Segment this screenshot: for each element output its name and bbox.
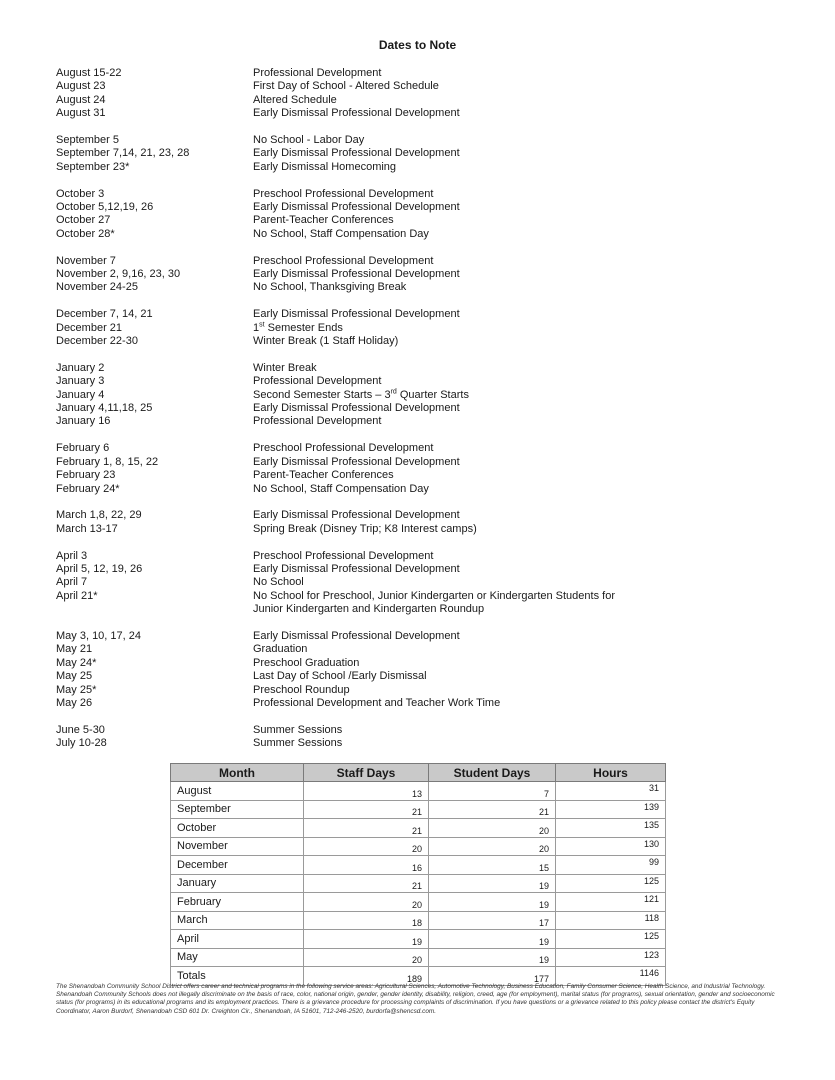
event-label: No School - Labor Day — [253, 134, 365, 147]
date-label: May 25* — [56, 683, 97, 696]
date-row — [56, 147, 796, 160]
date-row — [56, 456, 796, 469]
date-row — [56, 80, 796, 93]
date-label: January 16 — [56, 415, 111, 428]
date-label: April 21* — [56, 589, 98, 602]
date-label: April 5, 12, 19, 26 — [56, 562, 143, 575]
header-staff-days: Staff Days — [304, 764, 429, 782]
month-cell: April — [171, 930, 304, 949]
date-row — [56, 322, 796, 335]
date-row — [56, 228, 796, 241]
event-label: Early Dismissal Professional Development — [253, 147, 460, 160]
date-label: February 24* — [56, 482, 120, 495]
date-row — [56, 214, 796, 227]
date-group — [56, 188, 796, 242]
date-row — [56, 563, 796, 576]
date-label: November 7 — [56, 254, 116, 267]
event-label: Early Dismissal Professional Development — [253, 201, 460, 214]
student-days-cell: 17 — [429, 911, 556, 930]
date-group — [56, 134, 796, 174]
dates-list — [56, 67, 796, 764]
event-label: Winter Break — [253, 361, 317, 374]
event-label: Early Dismissal Homecoming — [253, 160, 397, 173]
date-label: September 7,14, 21, 23, 28 — [56, 147, 190, 160]
event-label: No School, Thanksgiving Break — [253, 281, 407, 294]
date-row — [56, 469, 796, 482]
event-label: Second Semester Starts – 3rd Quarter Starts — [253, 388, 469, 401]
event-label: Preschool Professional Development — [253, 549, 434, 562]
date-row — [56, 483, 796, 496]
nondiscrimination-footer: The Shenandoah Community School District offers career and technical programs in the following service areas: Agricultural Sciences, Automotive Technology, Business Education, Family Consumer Science, Health Science, and Industrial Technology. Shenandoah Community Schools does not illegally discriminate on the basis of race, color, national origin, gender, gender identity, disability, religion, creed, age (for employment), marital status (for programs), sexual orientation, gender and socioeconomic status (for programs) in its educational programs and its employment practices. There is a grievance procedure for processing complaints of discrimination. If you have questions or a grievance related to this policy please contact the district's Equity Coordinator, Aaron Burdorf, Shenandoah CSD 601 Dr. Creighton Cir., Shenandoah, IA 51601, 712-246-2520, burdorfa@shencsd.com. — [56, 983, 775, 1015]
month-cell: August — [171, 782, 304, 801]
date-row — [56, 201, 796, 214]
hours-cell: 135 — [556, 819, 666, 838]
date-row — [56, 724, 796, 737]
header-student-days: Student Days — [429, 764, 556, 782]
date-row — [56, 415, 796, 428]
date-row — [56, 94, 796, 107]
date-row — [56, 657, 796, 670]
date-group — [56, 724, 796, 751]
date-label: May 26 — [56, 696, 93, 709]
date-label: January 3 — [56, 375, 105, 388]
staff-days-cell: 20 — [304, 893, 429, 912]
event-label: Professional Development — [253, 67, 382, 79]
student-days-cell: 19 — [429, 948, 556, 967]
date-row — [56, 308, 796, 321]
student-days-cell: 20 — [429, 837, 556, 856]
table-row — [171, 930, 666, 949]
student-days-cell: 7 — [429, 782, 556, 801]
date-label: September 23* — [56, 160, 130, 173]
date-label: July 10-28 — [56, 737, 107, 750]
staff-days-cell: 21 — [304, 800, 429, 819]
staff-days-cell: 20 — [304, 837, 429, 856]
date-label: June 5-30 — [56, 723, 105, 736]
date-row — [56, 402, 796, 415]
date-row — [56, 697, 796, 710]
event-label: Preschool Graduation — [253, 656, 360, 669]
event-label: Altered Schedule — [253, 93, 337, 106]
date-label: November 2, 9,16, 23, 30 — [56, 268, 181, 281]
date-group — [56, 442, 796, 496]
date-row — [56, 550, 796, 563]
date-row — [56, 255, 796, 268]
date-label: April 7 — [56, 576, 88, 589]
date-label: October 28* — [56, 227, 115, 240]
student-days-cell: 177 — [429, 967, 556, 986]
date-group — [56, 509, 796, 536]
event-label: Spring Break (Disney Trip; K8 Interest camps) — [253, 522, 477, 535]
table-row — [171, 874, 666, 893]
date-group — [56, 630, 796, 710]
date-group — [56, 362, 796, 429]
table-row — [171, 893, 666, 912]
date-label: May 3, 10, 17, 24 — [56, 629, 141, 642]
date-label: January 2 — [56, 361, 105, 374]
staff-days-cell: 20 — [304, 948, 429, 967]
page-title: Dates to Note — [378, 38, 457, 52]
date-label: October 5,12,19, 26 — [56, 201, 154, 214]
date-label: May 24* — [56, 656, 97, 669]
date-label: April 3 — [56, 549, 88, 562]
event-label: Professional Development and Teacher Work Time — [253, 696, 501, 709]
hours-cell: 31 — [556, 782, 666, 801]
event-label: Early Dismissal Professional Development — [253, 268, 460, 281]
hours-cell: 139 — [556, 800, 666, 819]
header-month: Month — [171, 764, 304, 782]
table-header-row — [171, 764, 666, 782]
date-label: February 23 — [56, 469, 116, 482]
header-hours: Hours — [556, 764, 666, 782]
student-days-cell: 15 — [429, 856, 556, 875]
month-cell: March — [171, 911, 304, 930]
event-label: Parent-Teacher Conferences — [253, 469, 394, 482]
month-cell: February — [171, 893, 304, 912]
hours-cell: 123 — [556, 948, 666, 967]
hours-cell: 118 — [556, 911, 666, 930]
staff-days-cell: 21 — [304, 874, 429, 893]
event-label: No School, Staff Compensation Day — [253, 482, 429, 495]
table-row — [171, 782, 666, 801]
hours-cell: 130 — [556, 837, 666, 856]
date-row — [56, 509, 796, 522]
event-label: Early Dismissal Professional Development — [253, 509, 460, 522]
event-label: Early Dismissal Professional Development — [253, 402, 460, 415]
event-label: Early Dismissal Professional Development — [253, 107, 460, 120]
date-label: December 7, 14, 21 — [56, 308, 153, 321]
date-label: May 25 — [56, 670, 93, 683]
month-cell: January — [171, 874, 304, 893]
date-row — [56, 281, 796, 294]
date-row — [56, 389, 796, 402]
student-days-cell: 20 — [429, 819, 556, 838]
hours-cell: 125 — [556, 930, 666, 949]
date-row — [56, 590, 796, 617]
event-label: Preschool Professional Development — [253, 442, 434, 455]
date-label: January 4,11,18, 25 — [56, 402, 153, 415]
staff-days-cell: 19 — [304, 930, 429, 949]
staff-days-cell: 189 — [304, 967, 429, 986]
date-label: August 24 — [56, 93, 106, 106]
event-label: Summer Sessions — [253, 737, 343, 750]
date-row — [56, 161, 796, 174]
date-row — [56, 643, 796, 656]
staff-days-cell: 21 — [304, 819, 429, 838]
event-label: Early Dismissal Professional Development — [253, 629, 460, 642]
event-label: Preschool Professional Development — [253, 187, 434, 200]
date-label: August 23 — [56, 80, 106, 93]
event-label: Early Dismissal Professional Development — [253, 562, 460, 575]
table-row — [171, 819, 666, 838]
date-label: August 31 — [56, 107, 106, 120]
date-row — [56, 576, 796, 589]
date-label: January 4 — [56, 388, 105, 401]
table-row — [171, 800, 666, 819]
table-row — [171, 911, 666, 930]
date-label: February 1, 8, 15, 22 — [56, 455, 159, 468]
student-days-cell: 21 — [429, 800, 556, 819]
date-label: March 1,8, 22, 29 — [56, 509, 142, 522]
event-label: Preschool Roundup — [253, 683, 350, 696]
staff-days-cell: 13 — [304, 782, 429, 801]
date-row — [56, 684, 796, 697]
date-label: May 21 — [56, 643, 93, 656]
date-row — [56, 737, 796, 750]
event-label: No School for Preschool, Junior Kindergarten or Kindergarten Students for Junior Kindergarten and Kindergarten Roundup — [253, 589, 615, 616]
student-days-cell: 19 — [429, 893, 556, 912]
date-row — [56, 442, 796, 455]
hours-cell: 99 — [556, 856, 666, 875]
date-label: December 22-30 — [56, 335, 138, 348]
date-label: February 6 — [56, 442, 110, 455]
table-row — [171, 856, 666, 875]
date-label: March 13-17 — [56, 522, 118, 535]
date-label: November 24-25 — [56, 281, 138, 294]
event-label: Parent-Teacher Conferences — [253, 214, 394, 227]
table-row — [171, 948, 666, 967]
event-label: 1st Semester Ends — [253, 321, 343, 334]
date-row — [56, 375, 796, 388]
staff-days-cell: 18 — [304, 911, 429, 930]
event-label: Graduation — [253, 643, 308, 656]
date-row — [56, 523, 796, 536]
date-row — [56, 670, 796, 683]
month-cell: November — [171, 837, 304, 856]
student-days-cell: 19 — [429, 930, 556, 949]
hours-cell: 121 — [556, 893, 666, 912]
date-group — [56, 255, 796, 295]
event-label: Professional Development — [253, 375, 382, 388]
date-row — [56, 188, 796, 201]
event-label: First Day of School - Altered Schedule — [253, 80, 439, 93]
date-row — [56, 362, 796, 375]
table-row — [171, 837, 666, 856]
hours-cell: 125 — [556, 874, 666, 893]
event-label: Winter Break (1 Staff Holiday) — [253, 335, 399, 348]
date-row — [56, 67, 796, 80]
event-label: No School — [253, 576, 304, 589]
date-label: September 5 — [56, 134, 119, 147]
month-cell: September — [171, 800, 304, 819]
student-days-cell: 19 — [429, 874, 556, 893]
date-label: December 21 — [56, 321, 123, 334]
summary-table — [170, 763, 666, 986]
date-row — [56, 134, 796, 147]
month-cell: December — [171, 856, 304, 875]
hours-cell: 1146 — [556, 967, 666, 986]
date-label: October 3 — [56, 187, 105, 200]
date-row — [56, 107, 796, 120]
month-cell: October — [171, 819, 304, 838]
date-group — [56, 550, 796, 617]
date-group — [56, 308, 796, 348]
event-label: Professional Development — [253, 415, 382, 428]
event-label: Last Day of School /Early Dismissal — [253, 670, 427, 683]
event-label: Early Dismissal Professional Development — [253, 308, 460, 321]
date-row — [56, 335, 796, 348]
event-label: Preschool Professional Development — [253, 254, 434, 267]
staff-days-cell: 16 — [304, 856, 429, 875]
date-label: October 27 — [56, 214, 111, 227]
event-label: No School, Staff Compensation Day — [253, 227, 429, 240]
month-cell: May — [171, 948, 304, 967]
date-row — [56, 268, 796, 281]
event-label: Early Dismissal Professional Development — [253, 455, 460, 468]
date-row — [56, 630, 796, 643]
date-label: August 15-22 — [56, 67, 122, 79]
event-label: Summer Sessions — [253, 723, 343, 736]
month-cell: Totals — [171, 967, 304, 986]
date-group — [56, 67, 796, 121]
